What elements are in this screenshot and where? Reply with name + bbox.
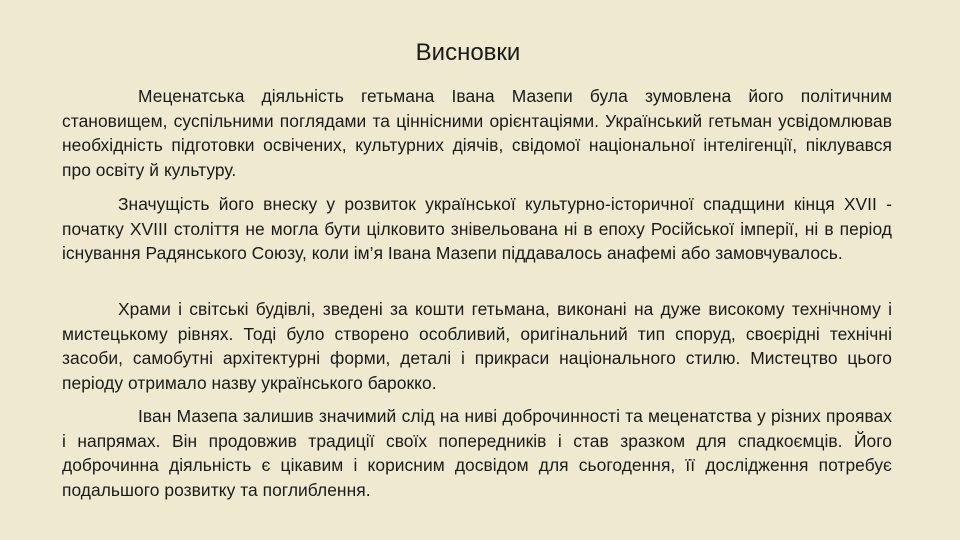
conclusion-paragraph-1: Меценатська діяльність гетьмана Івана Мазепи була зумовлена його політичним становищем, суспільними поглядами та ціннісними орієнтаціями. Український гетьман усвідомлював необхідність підготовки освічених, культурних діячів, свідомої національної інтелігенції, піклувався про освіту й культуру. xyxy=(62,86,892,180)
slide-title xyxy=(0,38,960,68)
conclusion-paragraph-4: Іван Мазепа залишив значимий слід на ниві доброчинності та меценатства у різних проявах і напрямах. Він продовжив традиції своїх попередників і став зразком для спадкоємців. Його доброчинна діяльність є цікавим і корисним досвідом для сьогодення, її дослідження потребує подальшого розвитку та поглиблення. xyxy=(62,406,892,500)
conclusion-paragraph-3: Храми і світські будівлі, зведені за кошти гетьмана, виконані на дуже високому технічному і мистецькому рівнях. Тоді було створено особливий, оригінальний тип споруд, своєрідні технічні засоби, самобутні архітектурні форми, деталі і прикраси національного стилю. Мистецтво цього періоду отримало назву українського барокко. xyxy=(62,299,892,393)
conclusion-paragraph-2: Значущість його внеску у розвиток української культурно-історичної спадщини кінця XVII - початку XVIII століття не могла бути цілковито знівельована ні в епоху Російської імперії, ні в період існування Радянського Союзу, коли ім’я Івана Мазепи піддавалось анафемі або замовчувалось. xyxy=(62,194,892,264)
slide-title-text: Висновки xyxy=(415,39,521,66)
